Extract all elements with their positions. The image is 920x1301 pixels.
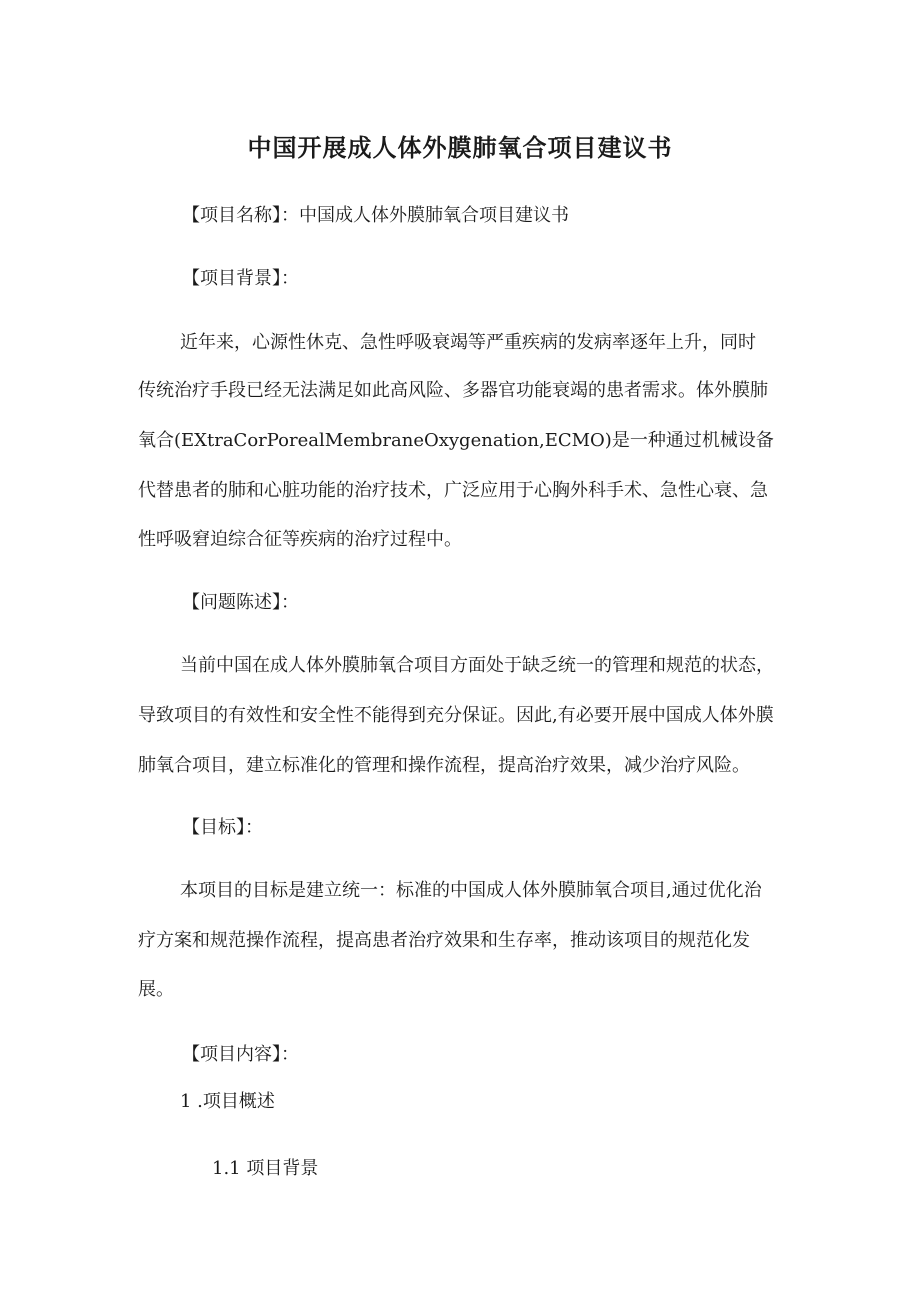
section-1-heading: 1 .项目概述 xyxy=(180,1091,275,1112)
goal-paragraph-line: 本项目的目标是建立统一：标准的中国成人体外膜肺氧合项目,通过优化治 xyxy=(180,880,762,901)
goal-paragraph-line: 展。 xyxy=(138,979,174,1000)
document-title: 中国开展成人体外膜肺氧合项目建议书 xyxy=(247,134,673,162)
problem-heading: 【问题陈述】： xyxy=(182,592,299,613)
project-name-line: 【项目名称】：中国成人体外膜肺氧合项目建议书 xyxy=(182,205,569,226)
goal-heading: 【目标】： xyxy=(182,817,263,838)
section-1-1-heading: 1.1 项目背景 xyxy=(212,1158,319,1179)
problem-paragraph-line: 当前中国在成人体外膜肺氧合项目方面处于缺乏统一的管理和规范的状态， xyxy=(180,655,774,676)
goal-paragraph-line: 疗方案和规范操作流程，提高患者治疗效果和生存率，推动该项目的规范化发 xyxy=(138,930,750,951)
background-paragraph-line: 近年来，心源性休克、急性呼吸衰竭等严重疾病的发病率逐年上升，同时 xyxy=(180,332,756,353)
background-paragraph-line: 代替患者的肺和心脏功能的治疗技术，广泛应用于心胸外科手术、急性心衰、急 xyxy=(138,480,768,501)
background-paragraph-line: 氧合(EXtraCorPorealMembraneOxygenation,ECMO)是一种通过机械设备 xyxy=(138,430,774,451)
problem-paragraph-line: 导致项目的有效性和安全性不能得到充分保证。因此,有必要开展中国成人体外膜 xyxy=(138,705,774,726)
content-heading: 【项目内容】： xyxy=(182,1044,299,1065)
background-paragraph-line: 传统治疗手段已经无法满足如此高风险、多器官功能衰竭的患者需求。体外膜肺 xyxy=(138,380,768,401)
problem-paragraph-line: 肺氧合项目，建立标准化的管理和操作流程，提高治疗效果，减少治疗风险。 xyxy=(138,755,750,776)
background-paragraph-line: 性呼吸窘迫综合征等疾病的治疗过程中。 xyxy=(138,529,462,550)
background-heading: 【项目背景】： xyxy=(182,268,299,289)
